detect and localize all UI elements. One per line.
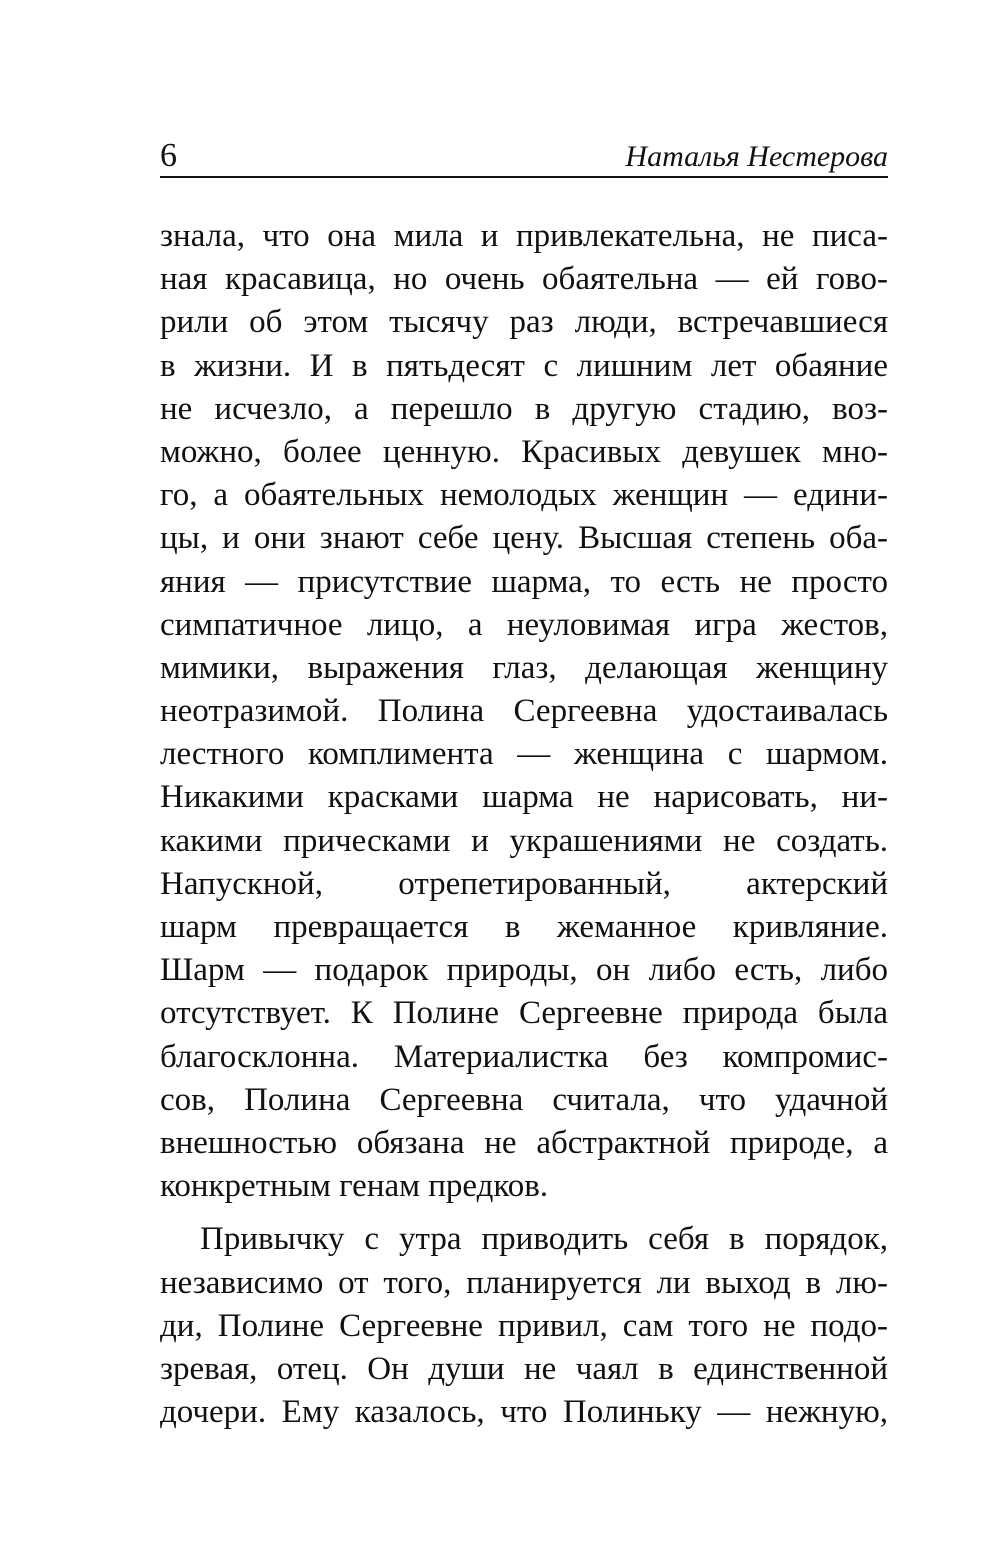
text-line: какими прическами и украшениями не создать. — [160, 822, 888, 859]
text-line: ди, Полине Сергеевне привил, сам того не подо- — [160, 1307, 888, 1344]
text-line: Привычку с утра приводить себя в порядок, — [200, 1221, 888, 1258]
text-line: знала, что она мила и привлекательна, не писа- — [160, 218, 888, 254]
text-line: го, а обаятельных немолодых женщин — едини- — [160, 477, 888, 514]
text-line: рили об этом тысячу раз люди, встречавшиеся — [160, 304, 888, 341]
text-line: сов, Полина Сергеевна считала, что удачной — [160, 1081, 888, 1118]
text-line: Шарм — подарок природы, он либо есть, либо — [160, 952, 888, 989]
text-line: дочери. Ему казалось, что Полиньку — нежную, — [160, 1394, 888, 1431]
text-line: цы, и они знают себе цену. Высшая степень оба- — [160, 520, 888, 557]
text-line: зревая, отец. Он души не чаял в единственной — [160, 1350, 888, 1387]
text-line: в жизни. И в пятьдесят с лишним лет обаяние — [160, 347, 888, 384]
text-line: ная красавица, но очень обаятельна — ей гово- — [160, 261, 888, 298]
text-line: мимики, выражения глаз, делающая женщину — [160, 649, 888, 686]
text-line: Напускной, отрепетированный, актерский — [160, 865, 888, 902]
text-line: отсутствует. К Полине Сергеевне природа была — [160, 995, 888, 1032]
text-line: благосклонна. Материалистка без компромис- — [160, 1038, 888, 1075]
author-name: Наталья Нестерова — [625, 140, 888, 173]
text-line: внешностью обязана не абстрактной природе, а — [160, 1124, 888, 1161]
header-rule — [160, 176, 888, 178]
text-line: лестного комплимента — женщина с шармом. — [160, 736, 888, 773]
page-number: 6 — [160, 137, 177, 174]
text-line: яния — присутствие шарма, то есть не просто — [160, 563, 888, 600]
text-line: конкретным генам предков. — [160, 1168, 549, 1205]
paragraph-gap — [160, 1208, 888, 1218]
text-line: не исчезло, а перешло в другую стадию, воз- — [160, 390, 888, 427]
text-line: независимо от того, планируется ли выход в лю- — [160, 1264, 888, 1301]
text-line: шарм превращается в жеманное кривляние. — [160, 909, 888, 945]
text-line: симпатичное лицо, а неуловимая игра жестов, — [160, 606, 888, 643]
paragraph-1 — [160, 215, 888, 1208]
running-head — [160, 130, 888, 178]
body-text — [160, 215, 888, 1434]
text-line: неотразимой. Полина Сергеевна удостаивалась — [160, 693, 888, 730]
paragraph-2 — [160, 1218, 888, 1434]
text-line: Никакими красками шарма не нарисовать, ни- — [160, 779, 888, 816]
text-line: можно, более ценную. Красивых девушек мно- — [160, 433, 888, 470]
